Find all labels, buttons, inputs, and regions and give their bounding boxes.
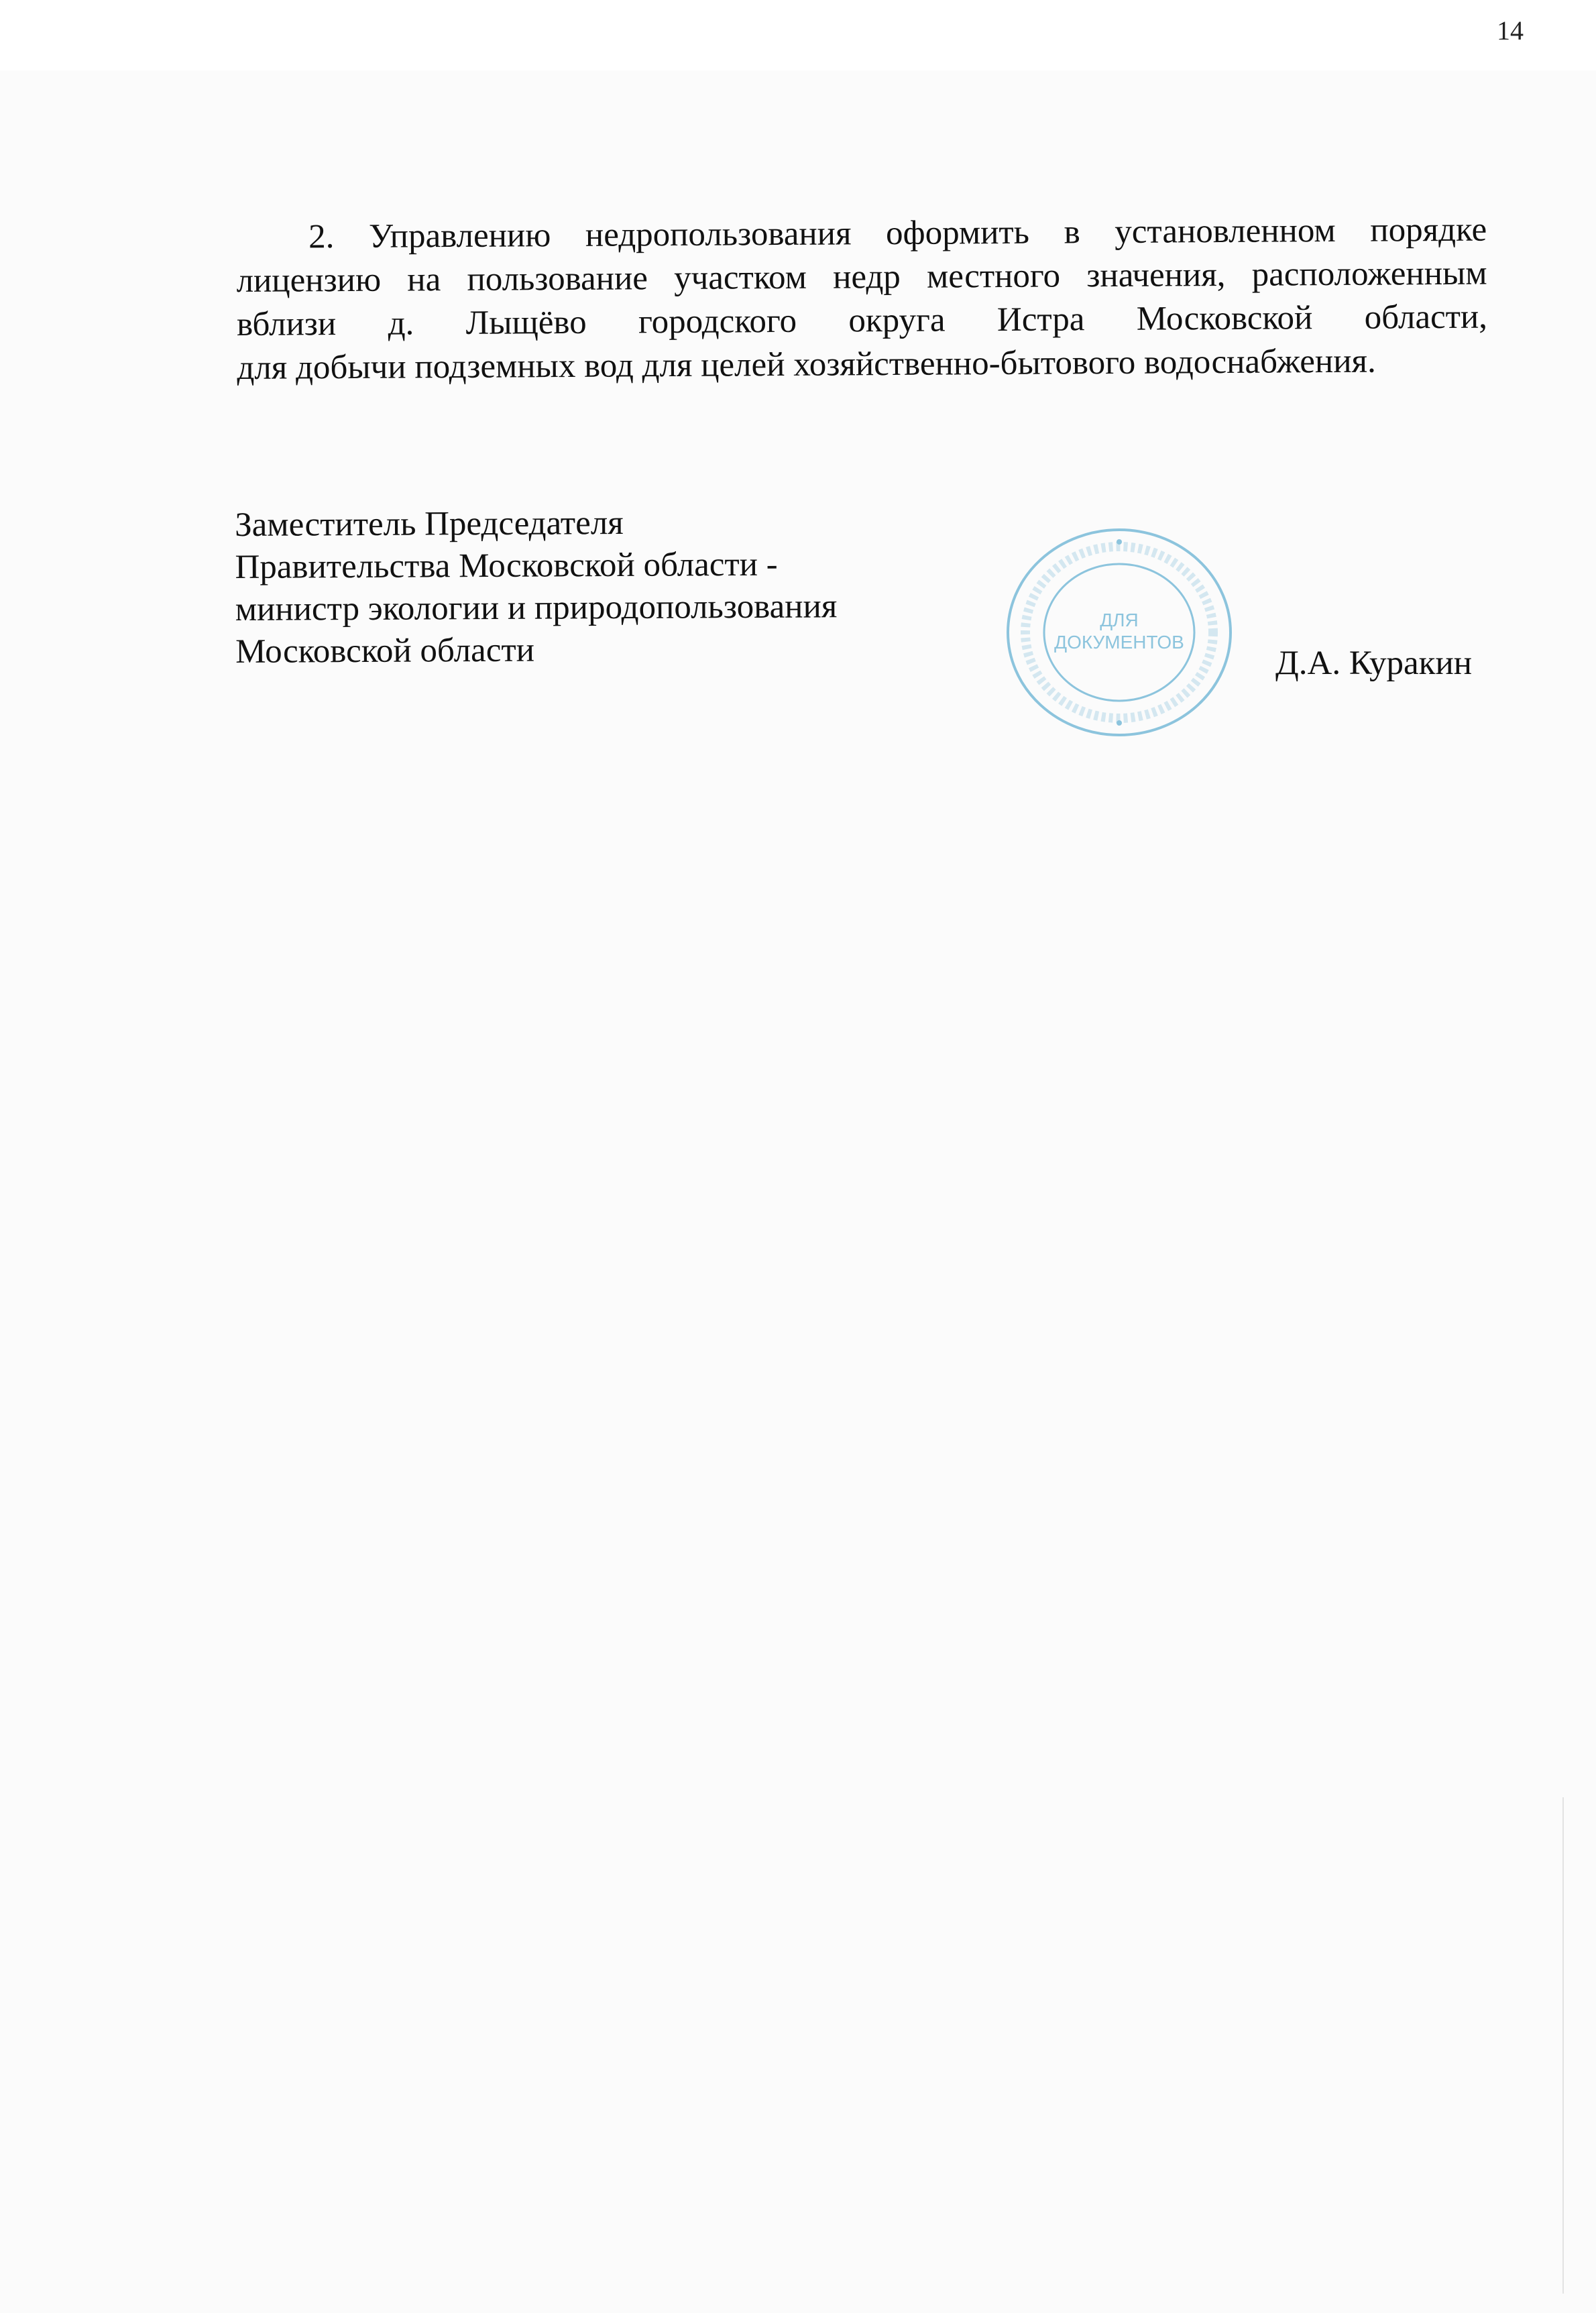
stamp-text-line1: ДЛЯ (1100, 610, 1139, 630)
scan-background (0, 70, 1596, 2313)
paragraph-line: лицензию на пользование участком недр местного значения, расположенным (236, 254, 1487, 300)
signatory-title-line: министр экологии и природопользования (235, 587, 838, 628)
paragraph-line: вблизи д. Лыщёво городского округа Истра Московской области, (236, 298, 1488, 343)
signatory-title-line: Московской области (235, 631, 535, 671)
scan-edge-line (1562, 1797, 1564, 2294)
paragraph-line: 2. Управлению недропользования оформить в установленном порядке (308, 211, 1487, 256)
official-stamp (1003, 524, 1235, 740)
paragraph-line: для добычи подземных вод для целей хозяйственно-бытового водоснабжения. (237, 342, 1376, 387)
signatory-title-line: Правительства Московской области - (235, 545, 778, 586)
signatory-title (235, 500, 973, 673)
page-number: 14 (1497, 15, 1524, 46)
signatory-title-line: Заместитель Председателя (235, 504, 624, 544)
stamp-text-line2: ДОКУМЕНТОВ (1054, 632, 1184, 653)
signer-name: Д.А. Куракин (1275, 644, 1473, 682)
order-paragraph-2 (236, 209, 1488, 390)
